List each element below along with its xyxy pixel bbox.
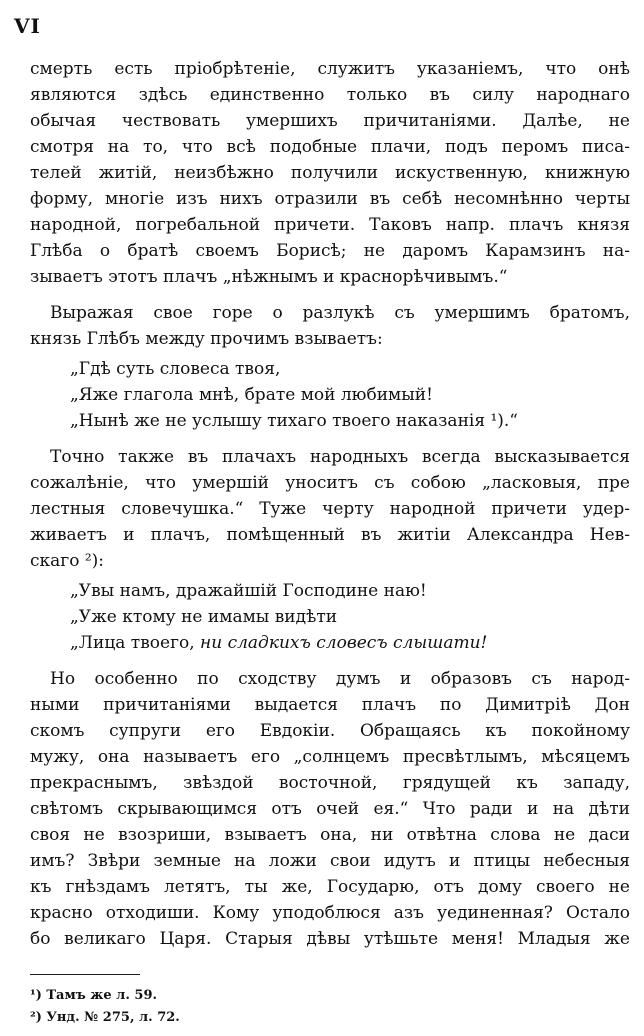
verse-line xyxy=(70,630,630,656)
footnote-divider xyxy=(30,974,140,975)
text-line: сожалѣніе, что умершій уноситъ съ собою „ласковыя, пре xyxy=(30,473,630,493)
verse-line-plain: „Лица твоего, xyxy=(70,633,201,653)
text-line: Выражая свое горе о разлукѣ съ умершимъ братомъ, xyxy=(50,303,630,323)
verse-line: „Уже ктому не имамы видѣти xyxy=(70,607,338,627)
text-line: лестныя словечушка.“ Туже черту народной причети удер- xyxy=(30,499,630,519)
footnote-2: ²) Унд. № 275, л. 72. xyxy=(30,1010,180,1025)
text-line: бо великаго Царя. Старыя дѣвы утѣшьте меня! Младыя же xyxy=(30,929,630,949)
paragraph-1 xyxy=(30,56,630,290)
text-line: Глѣба о братѣ своемъ Борисѣ; не даромъ Карамзинъ на- xyxy=(30,241,630,261)
text-line: являются здѣсь единственно только въ силу народнаго xyxy=(30,85,630,105)
verse-line: „Гдѣ суть словеса твоя, xyxy=(70,359,281,379)
verse-quote-2 xyxy=(30,578,630,656)
text-line: Но особенно по сходству думъ и образовъ съ народ- xyxy=(50,669,630,689)
verse-line: „Увы намъ, дражайшій Господине наю! xyxy=(70,581,427,601)
paragraph-4 xyxy=(30,666,630,952)
verse-quote-1 xyxy=(30,356,630,434)
text-line: зываетъ этотъ плачъ „нѣжнымъ и краснорѣчивымъ.“ xyxy=(30,267,508,287)
text-line: Точно также въ плачахъ народныхъ всегда высказывается xyxy=(50,447,630,467)
text-line: скаго ²): xyxy=(30,551,105,571)
text-line: форму, многіе изъ нихъ отразили въ себѣ несомнѣнно черты xyxy=(30,189,630,209)
text-line: свѣтомъ скрывающимся отъ очей ея.“ Что ради и на дѣти xyxy=(30,799,630,819)
verse-line: „Нынѣ же не услышу тихаго твоего наказанія ¹).“ xyxy=(70,411,519,431)
text-line: мужу, она называетъ его „солнцемъ пресвѣтлымъ, мѣсяцемъ xyxy=(30,747,630,767)
paragraph-2 xyxy=(30,300,630,352)
text-line: народной, погребальной причети. Таковъ напр. плачъ князя xyxy=(30,215,630,235)
footnote-1: ¹) Тамъ же л. 59. xyxy=(30,988,158,1003)
text-line: своя не взозриши, взываетъ она, ни отвѣтна слова не даси xyxy=(30,825,630,845)
page xyxy=(14,12,630,1029)
text-line: имъ? Звѣри земные на ложи свои идутъ и птицы небесныя xyxy=(30,851,630,871)
verse-line-italic: ни сладкихъ словесъ слышати! xyxy=(200,633,488,653)
text-line: смотря на то, что всѣ подобные плачи, подъ перомъ писа- xyxy=(30,137,630,157)
verse-line: „Яже глагола мнѣ, брате мой любимый! xyxy=(70,385,433,405)
text-line: князь Глѣбъ между прочимъ взываетъ: xyxy=(30,329,383,349)
text-line: красно отходиши. Кому уподоблюся азъ уединенная? Остало xyxy=(30,903,630,923)
text-line: ными причитаніями выдается плачъ по Димитріѣ Дон xyxy=(30,695,630,715)
text-line: къ гнѣздамъ летятъ, ты же, Государю, отъ дому своего не xyxy=(30,877,630,897)
text-line: скомъ супруги его Евдокіи. Обращаясь къ покойному xyxy=(30,721,630,741)
paragraph-3 xyxy=(30,444,630,574)
text-line: обычая чествовать умершихъ причитаніями. Далѣе, не xyxy=(30,111,630,131)
text-line: живаетъ и плачъ, помѣщенный въ житіи Александра Нев- xyxy=(30,525,630,545)
page-number: VI xyxy=(14,14,41,38)
text-line: телей житій, неизбѣжно получили искуственную, книжную xyxy=(30,163,630,183)
text-line: смерть есть пріобрѣтеніе, служитъ указаніемъ, что онѣ xyxy=(30,59,630,79)
text-line: прекраснымъ, звѣздой восточной, грядущей къ западу, xyxy=(30,773,630,793)
